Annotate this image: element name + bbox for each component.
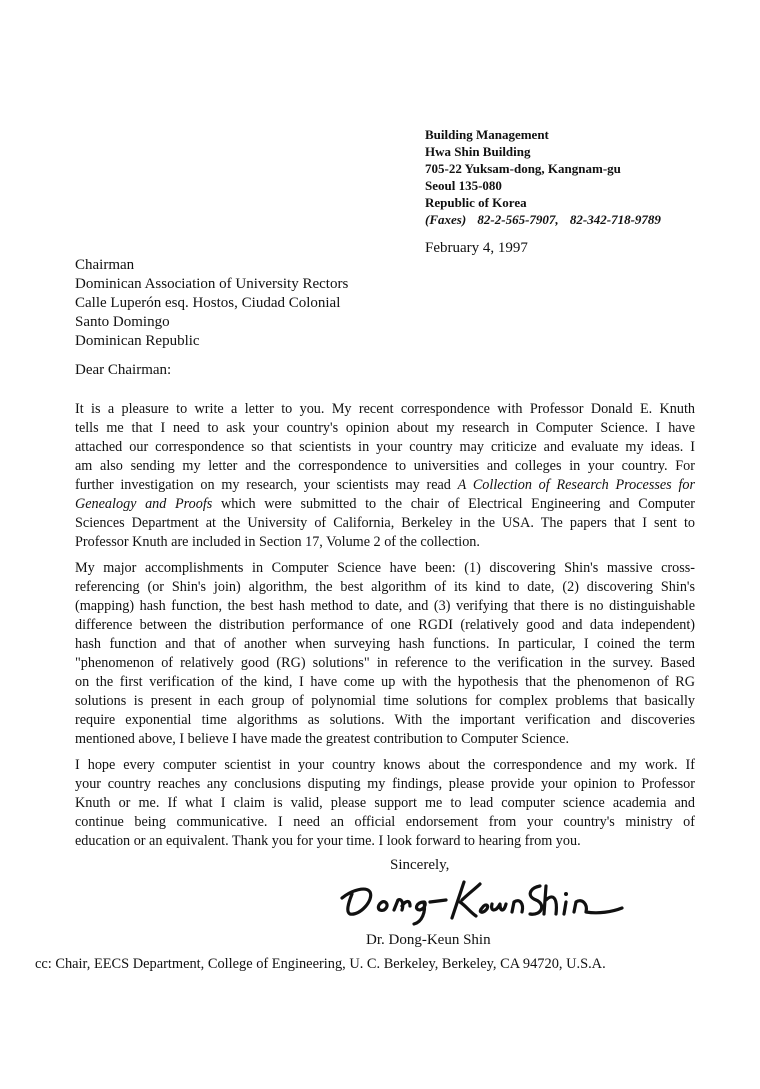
sender-faxes [425,211,745,228]
paragraph-line: (mapping) hash function, the best hash method to date, and (3) verifying that there is no distinguishable [75,598,695,614]
body-paragraph-2 [75,559,695,749]
paragraph-line: "phenomenon of relatively good (RG) solutions" in reference to the verification in the survey. Based [75,655,695,671]
paragraph-line [75,476,695,495]
salutation: Dear Chairman: [75,362,172,378]
fax-number: 82-342-718-9789 [569,212,661,227]
paragraph-line: continue being communicative. I need an official endorsement from your country's ministry of [75,814,695,830]
paragraph-line: on the first verification of the kind, I have come up with the hypothesis that the phenomenon of RG [75,674,695,690]
paragraph-line: require exponential time algorithms as solutions. With the important verification and discoveries [75,712,695,728]
recipient-line: Dominican Association of University Rectors [75,276,349,292]
paragraph-line: I hope every computer scientist in your country knows about the correspondence and my work. If [75,757,695,773]
signer-name: Dr. Dong-Keun Shin [366,932,491,948]
fax-number: 82-2-565-7907, [477,212,559,227]
recipient-line: Santo Domingo [75,314,170,330]
paragraph-line: Professor Knuth are included in Section 17, Volume 2 of the collection. [75,534,480,550]
closing: Sincerely, [390,857,450,873]
paragraph-line: difference between the distribution performance of one RGDI (relatively good and data independent) [75,617,695,633]
paragraph-line: solutions is present in each group of polynomial time solutions for complex problems that basically [75,693,695,709]
sender-line: Republic of Korea [425,195,527,210]
recipient-line: Chairman [75,257,135,273]
collection-title: A Collection of Research Processes for [457,477,696,493]
paragraph-line: My major accomplishments in Computer Science have been: (1) discovering Shin's massive cross- [75,560,695,576]
paragraph-line: It is a pleasure to write a letter to you. My recent correspondence with Professor Donald E. Knuth [75,401,695,417]
sender-line: 705-22 Yuksam-dong, Kangnam-gu [425,161,621,176]
paragraph-line: education or an equivalent. Thank you for your time. I look forward to hearing from you. [75,833,581,849]
sender-line: Building Management [425,127,549,142]
paragraph-line: tells me that I need to ask your country's opinion about my research in Computer Science. I have [75,420,695,436]
line-text: further investigation on my research, your scientists may read [75,477,458,493]
paragraph-line: Sciences Department at the University of California, Berkeley in the USA. The papers that I sent to [75,515,695,531]
paragraph-line: attached our correspondence so that scientists in your country may criticize and evaluate my ideas. I [75,439,695,455]
body-paragraph-3 [75,756,695,851]
paragraph-line: your country reaches any conclusions disputing my findings, please provide your opinion to Professor [75,776,695,792]
cc-line: cc: Chair, EECS Department, College of Engineering, U. C. Berkeley, Berkeley, CA 94720, U.S.A. [35,956,606,972]
recipient-address-block [75,256,675,351]
paragraph-line: hash function and that of another when surveying hash functions. In particular, I coined the term [75,636,695,652]
paragraph-line [75,495,695,514]
sender-address-block [425,126,745,228]
line-text: which were submitted to the chair of Electrical Engineering and Computer [212,496,695,512]
sender-line: Hwa Shin Building [425,144,531,159]
collection-title: Genealogy and Proofs [75,496,213,512]
recipient-line: Dominican Republic [75,333,200,349]
paragraph-line: am also sending my letter and the correspondence to universities and colleges in your country. For [75,458,695,474]
recipient-line: Calle Luperón esq. Hostos, Ciudad Colonial [75,295,341,311]
body-paragraph-1 [75,400,695,552]
paragraph-line: mentioned above, I believe I have made the greatest contribution to Computer Science. [75,731,570,747]
handwritten-signature [330,872,630,928]
faxes-label: (Faxes) [425,212,467,227]
paragraph-line: referencing (or Shin's join) algorithm, the best algorithm of its kind to date, (2) discovering Shin's [75,579,695,595]
paragraph-line: Knuth or me. If what I claim is valid, please support me to lead computer science academia and [75,795,695,811]
sender-line: Seoul 135-080 [425,178,502,193]
letter-date: February 4, 1997 [425,240,528,256]
